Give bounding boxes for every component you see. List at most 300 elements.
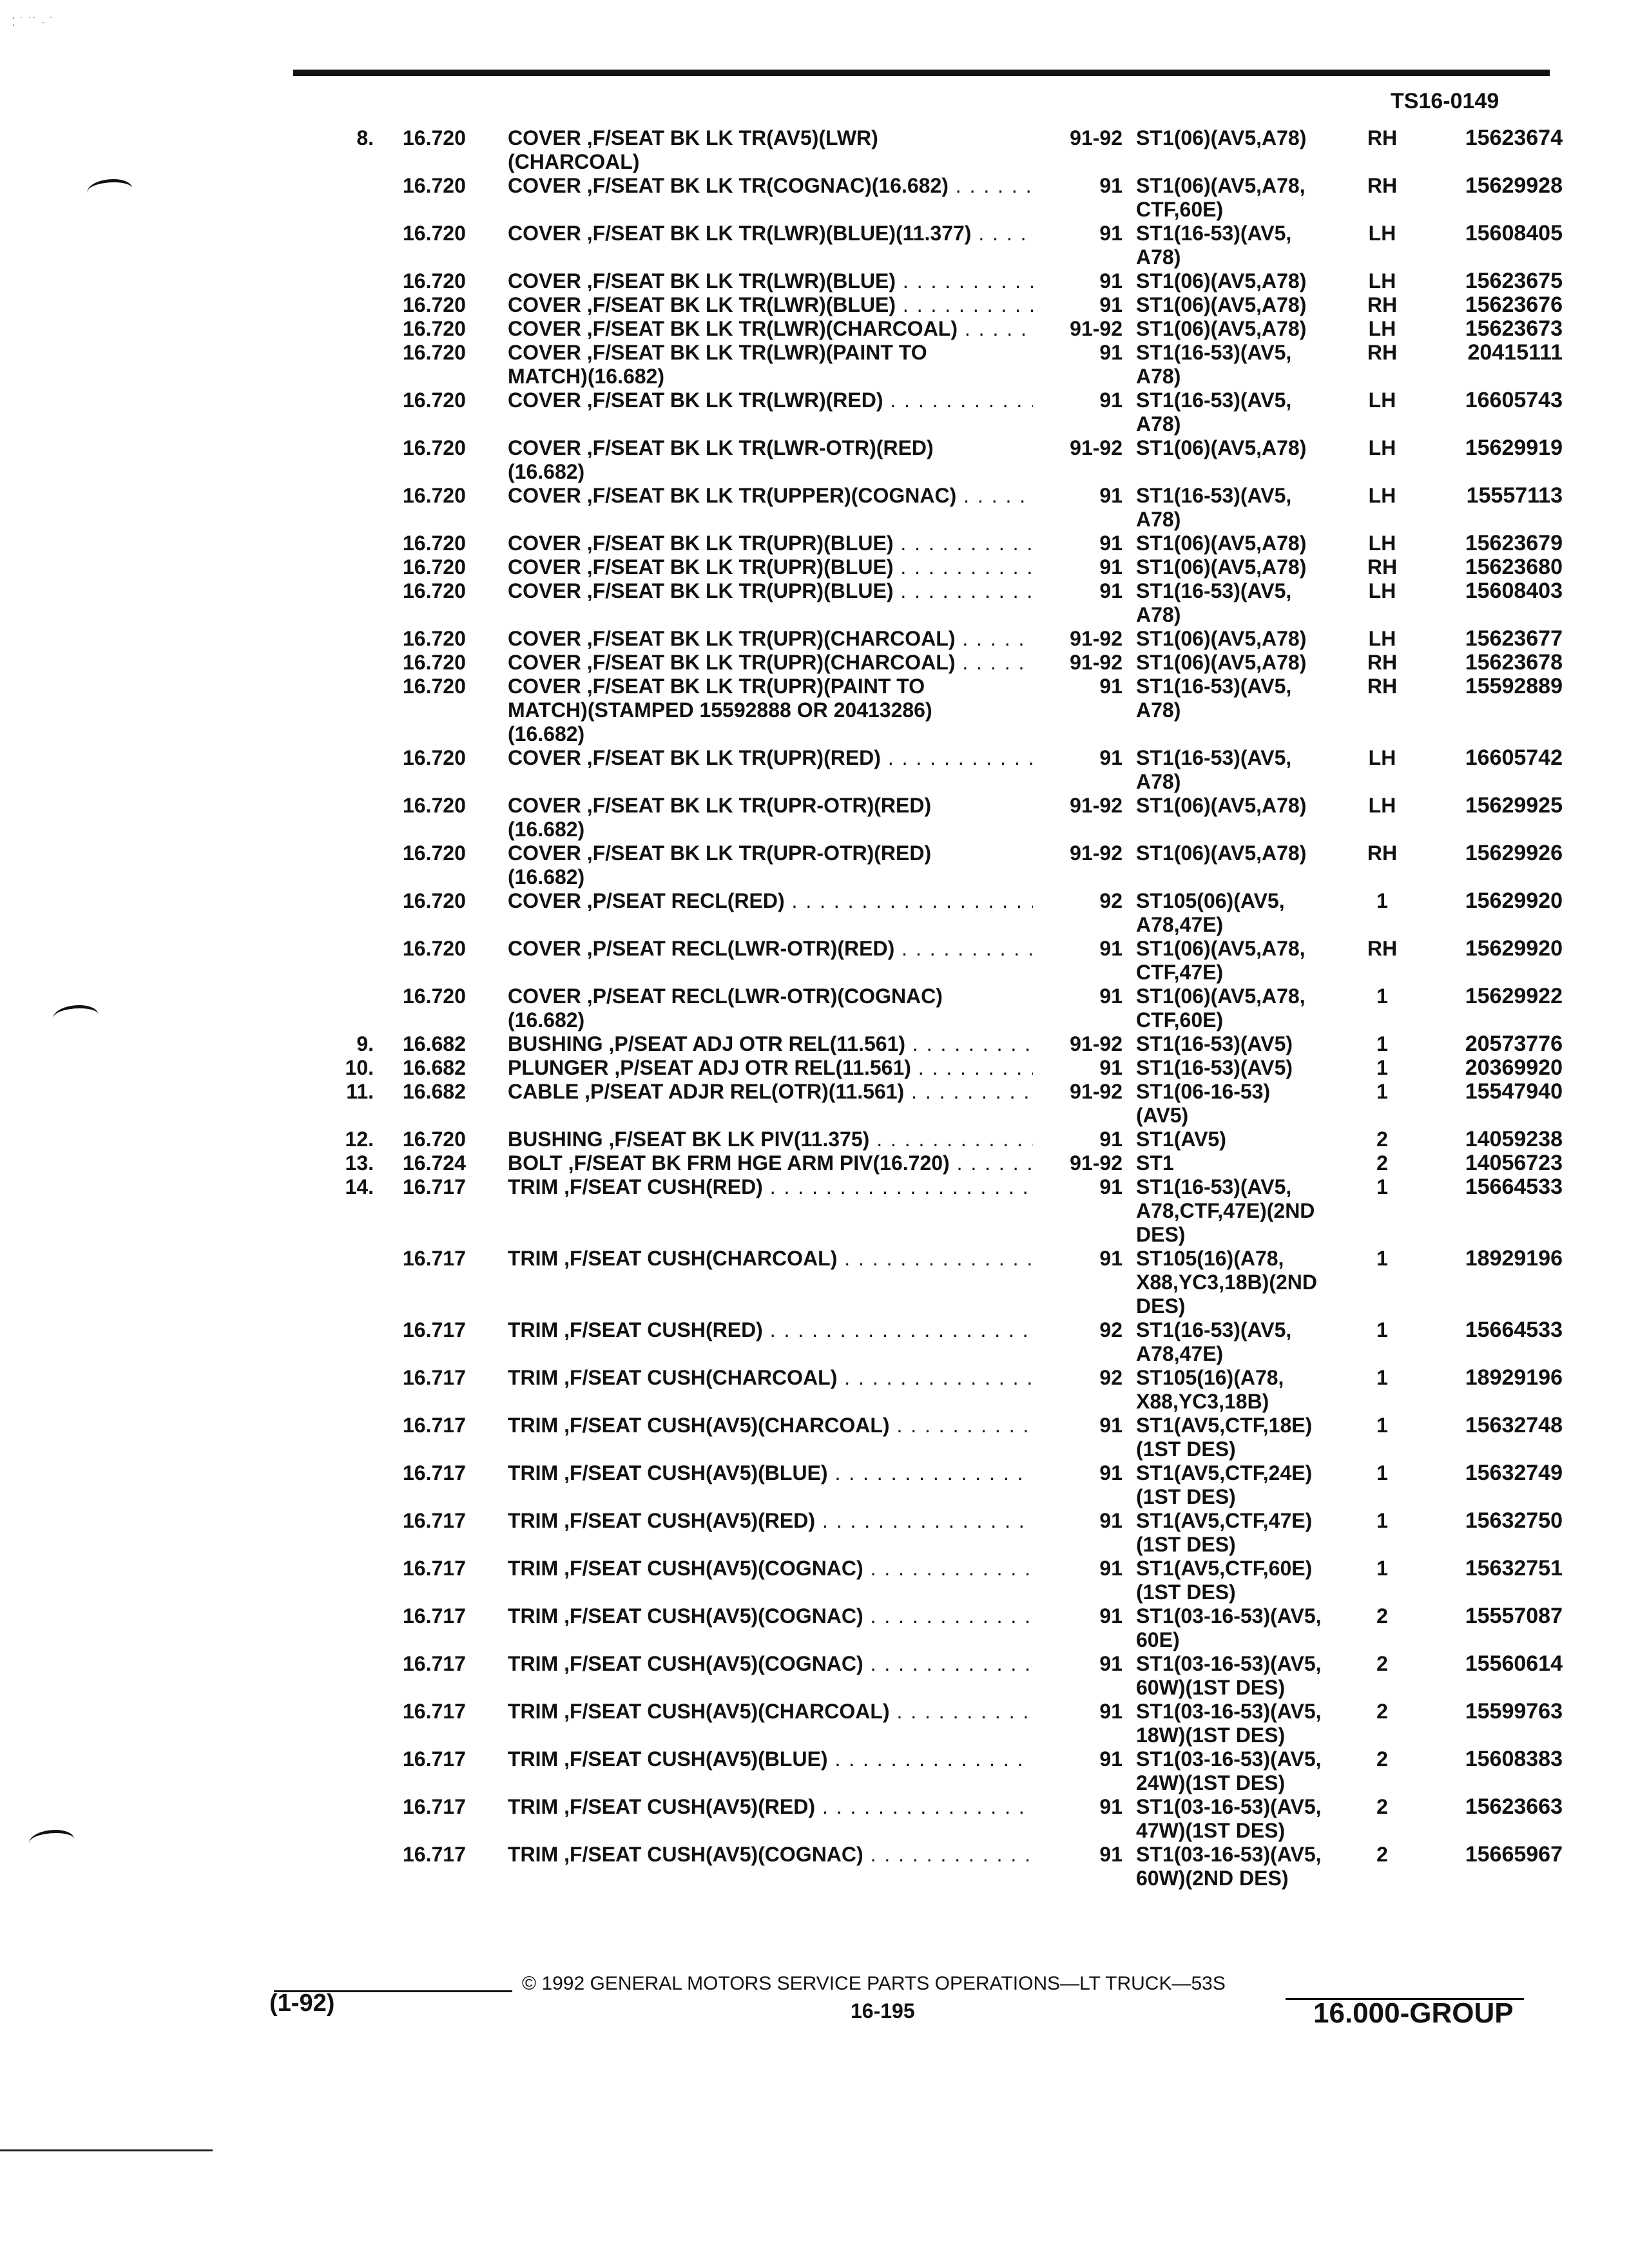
part-number: 15632750: [1465, 1508, 1563, 1533]
description-continuation: (16.682): [508, 865, 585, 889]
table-row: [0, 627, 1629, 651]
quantity: RH: [1367, 675, 1398, 698]
quantity: 1: [1376, 1318, 1388, 1341]
part-number: 15608403: [1465, 579, 1563, 603]
description-line: COVER ,F/SEAT BK LK TR(LWR)(PAINT TO: [508, 341, 927, 364]
part-description: [508, 222, 1033, 245]
quantity: LH: [1368, 269, 1396, 293]
usage-code: ST1(03-16-53)(AV5, 60W)(1ST DES): [1136, 1652, 1322, 1699]
table-row: [0, 1557, 1629, 1604]
model-year: 91: [1099, 675, 1123, 698]
table-row: [0, 1247, 1629, 1318]
table-row: [0, 1843, 1629, 1890]
description-continuation: (16.682): [508, 818, 585, 841]
table-row: [0, 436, 1629, 484]
group-number: 16.717: [403, 1509, 466, 1532]
part-number: 15629925: [1465, 793, 1563, 818]
part-description: [508, 1843, 1033, 1867]
part-number: 15623680: [1465, 555, 1563, 579]
table-row: [0, 1604, 1629, 1652]
model-year: 91: [1099, 293, 1123, 316]
description-line: COVER ,P/SEAT RECL(LWR-OTR)(RED) . . .: [508, 937, 1033, 961]
model-year: 91: [1099, 1843, 1123, 1866]
part-description: [508, 1175, 1033, 1199]
description-line: TRIM ,F/SEAT CUSH(AV5)(COGNAC) . . .: [508, 1843, 1033, 1867]
part-description: [508, 293, 1033, 317]
group-number: 16.682: [403, 1080, 466, 1103]
usage-code: ST1(06-16-53) (AV5): [1136, 1080, 1271, 1127]
description-line: COVER ,F/SEAT BK LK TR(UPR-OTR)(RED): [508, 794, 932, 817]
description-line: BUSHING ,P/SEAT ADJ OTR REL(11.561) . . .: [508, 1032, 1033, 1056]
quantity: RH: [1367, 937, 1398, 960]
part-number: 15632749: [1465, 1461, 1563, 1485]
part-number: 15623673: [1465, 316, 1563, 341]
usage-code: ST1(AV5,CTF,60E) (1ST DES): [1136, 1557, 1313, 1604]
description-line: COVER ,F/SEAT BK LK TR(UPR)(BLUE) . . .: [508, 579, 1033, 603]
group-number: 16.720: [403, 532, 466, 555]
quantity: LH: [1368, 389, 1396, 412]
part-number: 16605742: [1465, 745, 1563, 770]
model-year: 91: [1099, 1461, 1123, 1485]
description-line: COVER ,F/SEAT BK LK TR(LWR)(BLUE)(11.377) . . .: [508, 222, 1033, 245]
part-number: 15608383: [1465, 1747, 1563, 1771]
sheet-code: TS16-0149: [1391, 89, 1499, 113]
model-year: 92: [1099, 1318, 1123, 1341]
model-year: 91-92: [1070, 627, 1123, 650]
quantity: LH: [1368, 317, 1396, 340]
usage-code: ST1(03-16-53)(AV5, 18W)(1ST DES): [1136, 1700, 1322, 1747]
part-number: 15557087: [1465, 1604, 1563, 1628]
item-number: 13.: [345, 1151, 374, 1175]
usage-code: ST1(06)(AV5,A78): [1136, 317, 1307, 340]
model-year: 91: [1099, 1056, 1123, 1079]
usage-code: ST1(16-53)(AV5, A78): [1136, 746, 1292, 793]
model-year: 91: [1099, 1557, 1123, 1580]
description-line: TRIM ,F/SEAT CUSH(AV5)(RED) . . .: [508, 1509, 1033, 1533]
usage-code: ST1(AV5,CTF,47E) (1ST DES): [1136, 1509, 1313, 1556]
model-year: 91: [1099, 1414, 1123, 1437]
usage-code: ST1(06)(AV5,A78, CTF,60E): [1136, 985, 1306, 1032]
model-year: 91: [1099, 341, 1123, 364]
group-number: 16.717: [403, 1652, 466, 1675]
table-row: [0, 889, 1629, 937]
usage-code: ST1(06)(AV5,A78, CTF,47E): [1136, 937, 1306, 984]
part-number: 18929196: [1465, 1246, 1563, 1271]
quantity: 2: [1376, 1747, 1388, 1771]
model-year: 91: [1099, 484, 1123, 507]
part-description: [508, 126, 1033, 174]
usage-code: ST1(06)(AV5,A78): [1136, 269, 1307, 293]
usage-code: ST1(03-16-53)(AV5, 24W)(1ST DES): [1136, 1747, 1322, 1794]
description-line: CABLE ,P/SEAT ADJR REL(OTR)(11.561) . . .: [508, 1080, 1033, 1104]
part-description: [508, 889, 1033, 913]
table-row: [0, 222, 1629, 269]
part-description: [508, 174, 1033, 198]
description-line: COVER ,F/SEAT BK LK TR(LWR)(CHARCOAL) . . .: [508, 317, 1033, 341]
model-year: 91-92: [1070, 1032, 1123, 1055]
part-number: 15557113: [1466, 483, 1563, 508]
usage-code: ST1(03-16-53)(AV5, 47W)(1ST DES): [1136, 1795, 1322, 1842]
group-number: 16.682: [403, 1056, 466, 1079]
usage-code: ST1(06)(AV5,A78): [1136, 627, 1307, 650]
table-row: [0, 555, 1629, 579]
table-row: [0, 1032, 1629, 1056]
group-number: 16.720: [403, 436, 466, 459]
table-row: [0, 1318, 1629, 1366]
model-year: 91: [1099, 532, 1123, 555]
part-description: [508, 484, 1033, 508]
model-year: 91: [1099, 746, 1123, 769]
group-number: 16.717: [403, 1604, 466, 1628]
usage-code: ST1: [1136, 1151, 1174, 1175]
part-number: 15623663: [1465, 1794, 1563, 1819]
table-row: [0, 1080, 1629, 1128]
part-number: 20415111: [1467, 340, 1563, 365]
usage-code: ST1(06)(AV5,A78): [1136, 794, 1307, 817]
quantity: RH: [1367, 341, 1398, 364]
part-description: [508, 841, 1033, 889]
table-row: [0, 1747, 1629, 1795]
part-description: [508, 555, 1033, 579]
table-row: [0, 317, 1629, 341]
quantity: RH: [1367, 174, 1398, 197]
part-description: [508, 1032, 1033, 1056]
description-line: BOLT ,F/SEAT BK FRM HGE ARM PIV(16.720) . . .: [508, 1151, 1033, 1175]
part-description: [508, 1652, 1033, 1676]
usage-code: ST1(06)(AV5,A78): [1136, 126, 1307, 149]
group-number: 16.717: [403, 1414, 466, 1437]
part-number: 15623676: [1465, 293, 1563, 317]
table-row: [0, 1652, 1629, 1700]
model-year: 91-92: [1070, 794, 1123, 817]
part-number: 15664533: [1465, 1175, 1563, 1199]
part-description: [508, 1747, 1033, 1771]
usage-code: ST1(16-53)(AV5): [1136, 1056, 1293, 1079]
quantity: 1: [1376, 1414, 1388, 1437]
quantity: 1: [1376, 1461, 1388, 1485]
group-number: 16.720: [403, 222, 466, 245]
description-line: TRIM ,F/SEAT CUSH(CHARCOAL) . . .: [508, 1366, 1033, 1390]
group-number: 16.717: [403, 1461, 466, 1485]
usage-code: ST1(06)(AV5,A78): [1136, 532, 1307, 555]
table-row: [0, 1414, 1629, 1461]
quantity: 2: [1376, 1700, 1388, 1723]
quantity: 1: [1376, 1032, 1388, 1055]
table-row: [0, 532, 1629, 555]
part-description: [508, 651, 1033, 675]
top-rule: [293, 70, 1550, 76]
group-number: 16.717: [403, 1366, 466, 1389]
part-number: 18929196: [1465, 1365, 1563, 1390]
part-number: 15623678: [1465, 650, 1563, 675]
quantity: RH: [1367, 555, 1398, 579]
part-description: [508, 794, 1033, 841]
model-year: 91-92: [1070, 651, 1123, 674]
quantity: 1: [1376, 1056, 1388, 1079]
part-description: [508, 389, 1033, 412]
group-number: 16.720: [403, 269, 466, 293]
part-number: 15623677: [1465, 626, 1563, 651]
model-year: 91-92: [1070, 1151, 1123, 1175]
group-number: 16.717: [403, 1557, 466, 1580]
description-line: COVER ,F/SEAT BK LK TR(LWR)(RED) . . .: [508, 389, 1033, 412]
model-year: 91: [1099, 1700, 1123, 1723]
description-line: COVER ,F/SEAT BK LK TR(UPR)(CHARCOAL) . . .: [508, 627, 1033, 651]
group-number: 16.720: [403, 841, 466, 865]
usage-code: ST1(AV5,CTF,18E) (1ST DES): [1136, 1414, 1313, 1461]
table-row: [0, 1056, 1629, 1080]
part-number: 16605743: [1465, 388, 1563, 412]
usage-code: ST105(16)(A78, X88,YC3,18B): [1136, 1366, 1284, 1413]
usage-code: ST1(16-53)(AV5): [1136, 1032, 1293, 1055]
usage-code: ST1(AV5): [1136, 1128, 1226, 1151]
model-year: 91-92: [1070, 436, 1123, 459]
part-number: 15599763: [1465, 1699, 1563, 1724]
description-line: TRIM ,F/SEAT CUSH(AV5)(RED) . . .: [508, 1795, 1033, 1819]
description-line: TRIM ,F/SEAT CUSH(AV5)(BLUE) . . .: [508, 1747, 1033, 1771]
part-number: 20369920: [1465, 1055, 1563, 1080]
group-number: 16.720: [403, 675, 466, 698]
part-number: 15629928: [1465, 173, 1563, 198]
group-number: 16.720: [403, 484, 466, 507]
group-number: 16.720: [403, 985, 466, 1008]
group-number: 16.717: [403, 1175, 466, 1198]
group-number: 16.720: [403, 937, 466, 960]
model-year: 91: [1099, 1747, 1123, 1771]
description-line: COVER ,F/SEAT BK LK TR(UPPER)(COGNAC) . . .: [508, 484, 1033, 508]
group-number: 16.720: [403, 651, 466, 674]
group-number: 16.717: [403, 1318, 466, 1341]
quantity: 1: [1376, 1557, 1388, 1580]
parts-list: [0, 126, 1629, 1890]
group-number: 16.682: [403, 1032, 466, 1055]
table-row: [0, 174, 1629, 222]
part-number: 15629920: [1465, 889, 1563, 913]
quantity: 1: [1376, 1080, 1388, 1103]
quantity: RH: [1367, 293, 1398, 316]
usage-code: ST1(06)(AV5,A78): [1136, 436, 1307, 459]
part-description: [508, 1318, 1033, 1342]
item-number: 10.: [345, 1056, 374, 1079]
model-year: 92: [1099, 889, 1123, 912]
description-line: TRIM ,F/SEAT CUSH(AV5)(BLUE) . . .: [508, 1461, 1033, 1485]
description-line: TRIM ,F/SEAT CUSH(AV5)(CHARCOAL) . . .: [508, 1700, 1033, 1724]
model-year: 91: [1099, 222, 1123, 245]
quantity: RH: [1367, 651, 1398, 674]
description-line: PLUNGER ,P/SEAT ADJ OTR REL(11.561) . . .: [508, 1056, 1033, 1080]
group-number: 16.720: [403, 317, 466, 340]
group-number: 16.717: [403, 1747, 466, 1771]
part-description: [508, 436, 1033, 484]
table-row: [0, 1128, 1629, 1151]
part-number: 14059238: [1465, 1127, 1563, 1151]
description-line: TRIM ,F/SEAT CUSH(AV5)(COGNAC) . . .: [508, 1557, 1033, 1581]
part-description: [508, 1604, 1033, 1628]
table-row: [0, 126, 1629, 174]
quantity: 1: [1376, 985, 1388, 1008]
part-description: [508, 1247, 1033, 1271]
quantity: 2: [1376, 1795, 1388, 1818]
usage-code: ST1(AV5,CTF,24E) (1ST DES): [1136, 1461, 1313, 1508]
quantity: LH: [1368, 627, 1396, 650]
model-year: 91: [1099, 1247, 1123, 1270]
description-line: COVER ,F/SEAT BK LK TR(UPR)(PAINT TO: [508, 675, 925, 698]
description-continuation: (16.682): [508, 1008, 585, 1032]
part-description: [508, 317, 1033, 341]
part-number: 14056723: [1465, 1151, 1563, 1175]
part-number: 15629922: [1465, 984, 1563, 1008]
quantity: LH: [1368, 579, 1396, 602]
model-year: 91: [1099, 937, 1123, 960]
table-row: [0, 1366, 1629, 1414]
usage-code: ST1(16-53)(AV5, A78): [1136, 579, 1292, 626]
part-number: 15665967: [1465, 1842, 1563, 1867]
description-line: COVER ,F/SEAT BK LK TR(UPR)(BLUE) . . .: [508, 532, 1033, 555]
part-description: [508, 1557, 1033, 1581]
usage-code: ST105(16)(A78, X88,YC3,18B)(2ND DES): [1136, 1247, 1317, 1318]
group-number: 16.720: [403, 555, 466, 579]
description-line: COVER ,P/SEAT RECL(LWR-OTR)(COGNAC): [508, 985, 943, 1008]
description-continuation: MATCH)(16.682): [508, 365, 664, 388]
model-year: 91: [1099, 579, 1123, 602]
part-number: 15560614: [1465, 1651, 1563, 1676]
part-number: 15664533: [1465, 1318, 1563, 1342]
table-row: [0, 1175, 1629, 1247]
part-description: [508, 1700, 1033, 1724]
usage-code: ST1(16-53)(AV5, A78): [1136, 389, 1292, 436]
part-number: 15632751: [1465, 1556, 1563, 1581]
part-description: [508, 1080, 1033, 1104]
model-year: 91-92: [1070, 841, 1123, 865]
table-row: [0, 794, 1629, 841]
usage-code: ST1(16-53)(AV5, A78): [1136, 675, 1292, 722]
group-number: 16.717: [403, 1843, 466, 1866]
model-year: 91: [1099, 1604, 1123, 1628]
description-line: COVER ,F/SEAT BK LK TR(UPR)(BLUE) . . .: [508, 555, 1033, 579]
table-row: [0, 389, 1629, 436]
description-continuation: (CHARCOAL): [508, 150, 640, 173]
model-year: 91: [1099, 1175, 1123, 1198]
table-row: [0, 293, 1629, 317]
description-line: COVER ,F/SEAT BK LK TR(LWR)(BLUE) . . .: [508, 269, 1033, 293]
model-year: 91: [1099, 389, 1123, 412]
part-description: [508, 1151, 1033, 1175]
quantity: RH: [1367, 841, 1398, 865]
revision-date: (1-92): [269, 1990, 335, 2017]
description-line: COVER ,F/SEAT BK LK TR(UPR)(CHARCOAL) . . .: [508, 651, 1033, 675]
part-number: 15592889: [1465, 674, 1563, 698]
group-number: 16.720: [403, 174, 466, 197]
part-description: [508, 1509, 1033, 1533]
model-year: 92: [1099, 1366, 1123, 1389]
description-line: COVER ,F/SEAT BK LK TR(UPR-OTR)(RED): [508, 841, 932, 865]
part-description: [508, 675, 1033, 746]
part-number: 15629926: [1465, 841, 1563, 865]
part-number: 15547940: [1465, 1079, 1563, 1104]
part-description: [508, 1414, 1033, 1437]
table-row: [0, 985, 1629, 1032]
group-number: 16.720: [403, 794, 466, 817]
model-year: 91: [1099, 1509, 1123, 1532]
item-number: 11.: [346, 1080, 374, 1103]
usage-code: ST1(16-53)(AV5, A78,47E): [1136, 1318, 1292, 1365]
group-number: 16.724: [403, 1151, 466, 1175]
part-number: 15623675: [1465, 269, 1563, 293]
description-line: TRIM ,F/SEAT CUSH(AV5)(COGNAC) . . .: [508, 1604, 1033, 1628]
quantity: 1: [1376, 1247, 1388, 1270]
page-number: 16-195: [851, 1999, 915, 2023]
item-number: 12.: [345, 1128, 374, 1151]
quantity: LH: [1368, 746, 1396, 769]
table-row: [0, 1509, 1629, 1557]
description-line: COVER ,F/SEAT BK LK TR(AV5)(LWR): [508, 126, 878, 149]
part-description: [508, 1795, 1033, 1819]
table-row: [0, 937, 1629, 985]
table-row: [0, 579, 1629, 627]
usage-code: ST1(16-53)(AV5, A78,CTF,47E)(2ND DES): [1136, 1175, 1315, 1246]
usage-code: ST1(16-53)(AV5, A78): [1136, 222, 1292, 269]
model-year: 91: [1099, 1652, 1123, 1675]
usage-code: ST1(03-16-53)(AV5, 60W)(2ND DES): [1136, 1843, 1322, 1890]
model-year: 91: [1099, 1128, 1123, 1151]
scan-specks: ⁚ ˙ ˙˙ · ˙: [12, 15, 54, 28]
quantity: 1: [1376, 889, 1388, 912]
part-description: [508, 269, 1033, 293]
part-description: [508, 746, 1033, 770]
group-number: 16.720: [403, 746, 466, 769]
quantity: LH: [1368, 794, 1396, 817]
description-line: TRIM ,F/SEAT CUSH(RED) . . .: [508, 1318, 1033, 1342]
group-number: 16.717: [403, 1700, 466, 1723]
description-line: TRIM ,F/SEAT CUSH(AV5)(COGNAC) . . .: [508, 1652, 1033, 1676]
description-line: COVER ,P/SEAT RECL(RED) . . .: [508, 889, 1033, 913]
table-row: [0, 746, 1629, 794]
table-row: [0, 651, 1629, 675]
table-row: [0, 1151, 1629, 1175]
quantity: 2: [1376, 1128, 1388, 1151]
description-line: TRIM ,F/SEAT CUSH(CHARCOAL) . . .: [508, 1247, 1033, 1271]
model-year: 91-92: [1070, 1080, 1123, 1103]
group-number: 16.717: [403, 1247, 466, 1270]
table-row: [0, 341, 1629, 389]
scan-edge-line: [0, 2149, 213, 2151]
usage-code: ST1(03-16-53)(AV5, 60E): [1136, 1604, 1322, 1651]
table-row: [0, 1700, 1629, 1747]
usage-code: ST1(06)(AV5,A78, CTF,60E): [1136, 174, 1306, 221]
description-continuation: (16.682): [508, 460, 585, 483]
model-year: 91: [1099, 1795, 1123, 1818]
quantity: 2: [1376, 1604, 1388, 1628]
model-year: 91: [1099, 985, 1123, 1008]
item-number: 9.: [356, 1032, 374, 1055]
part-description: [508, 627, 1033, 651]
quantity: LH: [1368, 532, 1396, 555]
usage-code: ST1(06)(AV5,A78): [1136, 555, 1307, 579]
quantity: 1: [1376, 1175, 1388, 1198]
model-year: 91-92: [1070, 126, 1123, 149]
description-line: COVER ,F/SEAT BK LK TR(COGNAC)(16.682) . . .: [508, 174, 1033, 198]
part-number: 15629919: [1465, 436, 1563, 460]
group-number: 16.720: [403, 1128, 466, 1151]
part-description: [508, 1056, 1033, 1080]
quantity: 1: [1376, 1509, 1388, 1532]
group-number: 16.720: [403, 341, 466, 364]
table-row: [0, 1461, 1629, 1509]
group-number: 16.720: [403, 627, 466, 650]
usage-code: ST1(06)(AV5,A78): [1136, 841, 1307, 865]
quantity: 2: [1376, 1151, 1388, 1175]
table-row: [0, 269, 1629, 293]
